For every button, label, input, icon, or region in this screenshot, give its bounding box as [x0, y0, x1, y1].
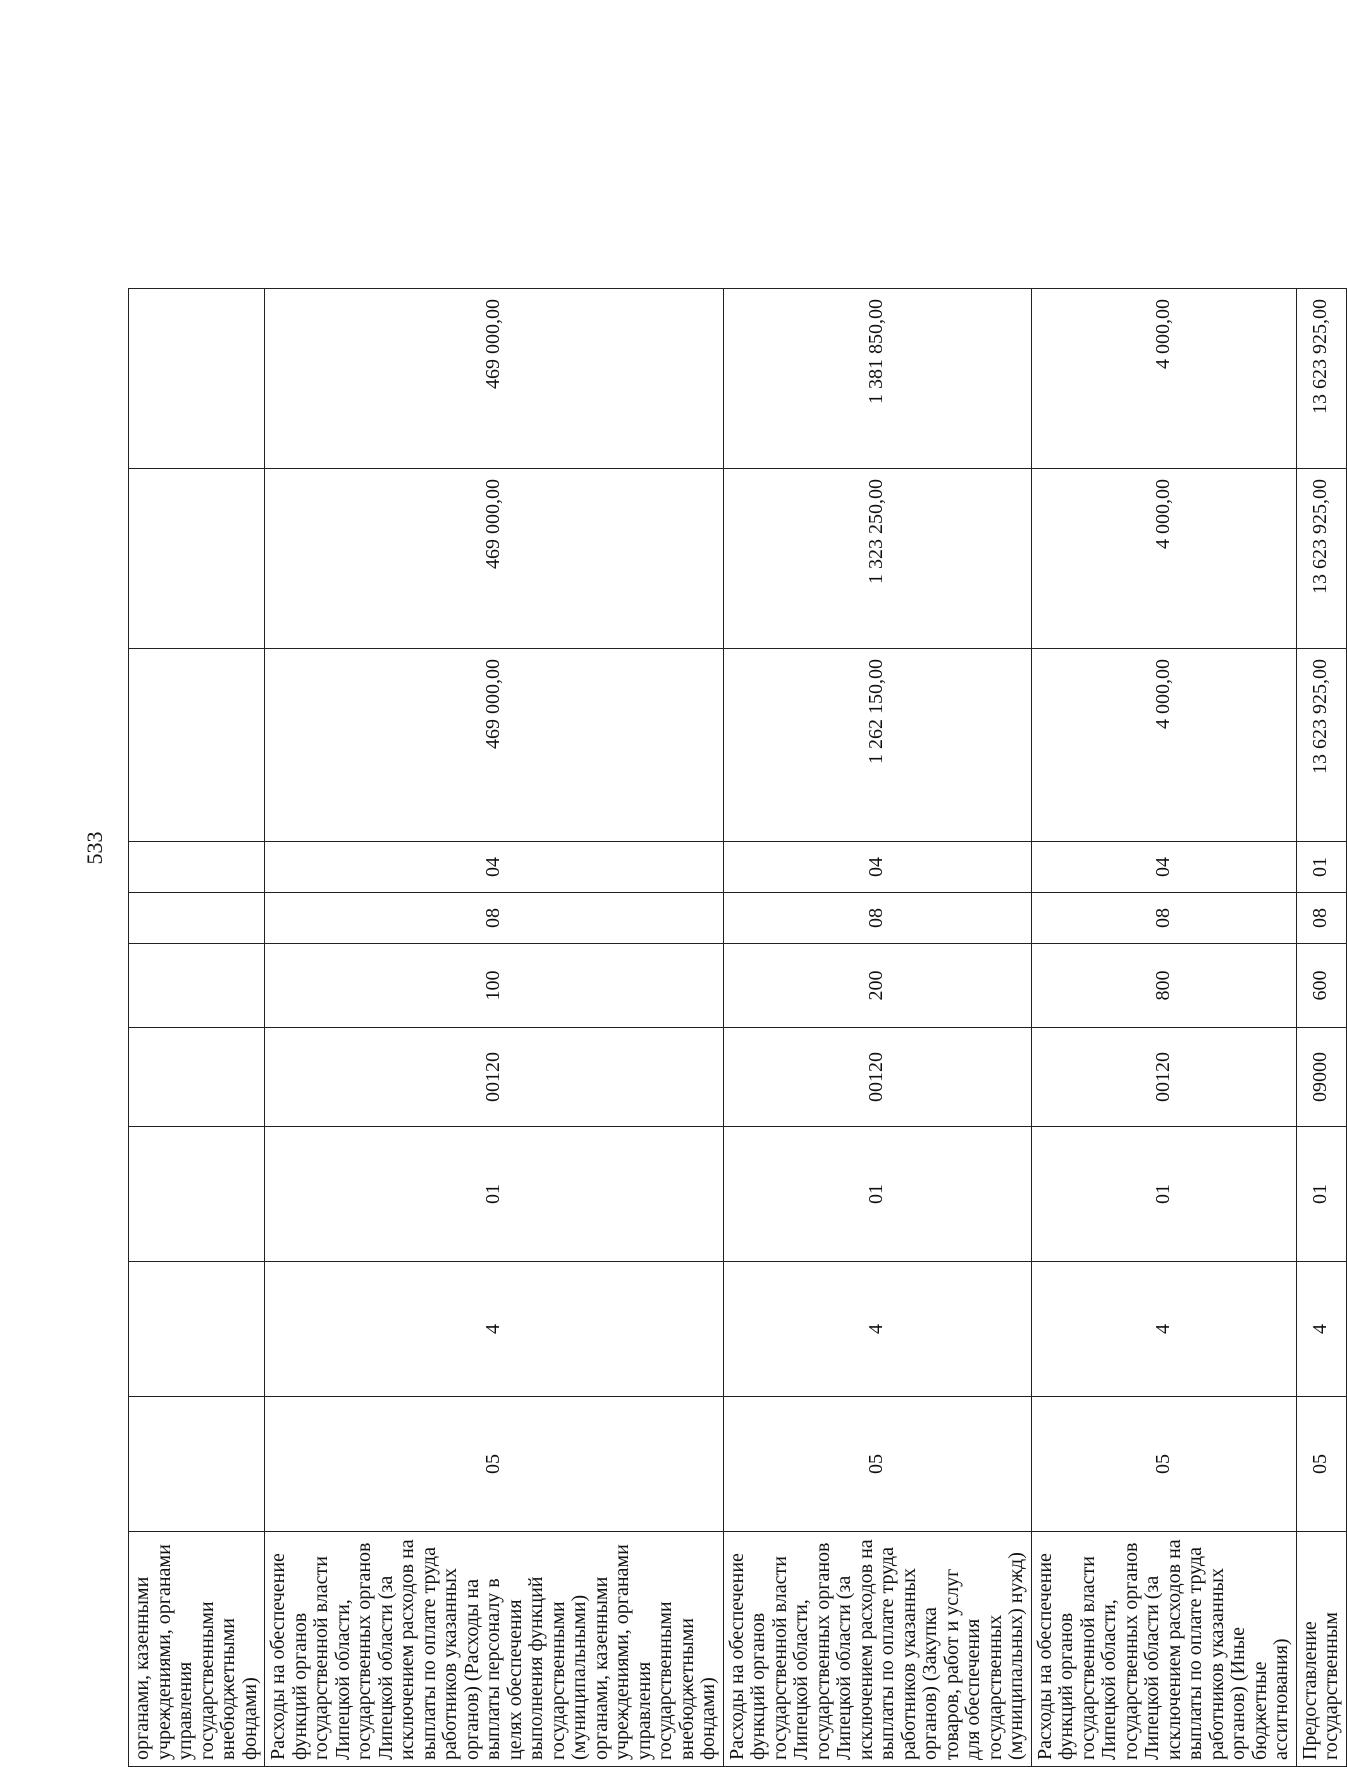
- cell-code-5: 800: [1031, 944, 1296, 1028]
- cell-code-1: 05: [1296, 1397, 1346, 1532]
- cell-code-3: 01: [265, 1127, 724, 1262]
- table-row: [265, 289, 724, 1767]
- cell-value-3: 1 381 850,00: [723, 289, 1031, 469]
- cell-code-2: 4: [1031, 1262, 1296, 1397]
- rotated-page-content: [128, 67, 1342, 1767]
- cell-code-3: [129, 1127, 265, 1262]
- page-number: 533: [82, 831, 107, 865]
- cell-code-7: 04: [723, 842, 1031, 893]
- cell-code-1: [129, 1397, 265, 1532]
- cell-value-1: 469 000,00: [265, 649, 724, 842]
- cell-code-2: 4: [723, 1262, 1031, 1397]
- cell-value-1: 13 623 925,00: [1296, 649, 1346, 842]
- cell-code-3: 01: [723, 1127, 1031, 1262]
- cell-code-4: 00120: [723, 1028, 1031, 1127]
- cell-value-3: 4 000,00: [1031, 289, 1296, 469]
- cell-code-4: 00120: [265, 1028, 724, 1127]
- table-row: [1296, 289, 1346, 1767]
- cell-value-2: 1 323 250,00: [723, 469, 1031, 649]
- cell-value-2: 469 000,00: [265, 469, 724, 649]
- row-description: Расходы на обеспечение функций органов государственной власти Липецкой области, государственных органов Липецкой области (за исключением расходов на выплаты по оплате труда работников указанных органов) (Расходы на выплаты персоналу в целях обеспечения выполнения функций государственными (муниципальными) органами, казенными учреждениями, органами управления государственными внебюджетными фондами): [265, 1532, 724, 1767]
- table-row: [129, 289, 265, 1767]
- cell-code-5: 600: [1296, 944, 1346, 1028]
- cell-code-3: 01: [1296, 1127, 1346, 1262]
- cell-code-4: 00120: [1031, 1028, 1296, 1127]
- cell-value-2: 13 623 925,00: [1296, 469, 1346, 649]
- cell-code-7: [129, 842, 265, 893]
- cell-code-6: 08: [1296, 893, 1346, 944]
- cell-code-6: 08: [723, 893, 1031, 944]
- cell-code-2: [129, 1262, 265, 1397]
- cell-code-5: 200: [723, 944, 1031, 1028]
- cell-code-7: 04: [265, 842, 724, 893]
- cell-code-7: 01: [1296, 842, 1346, 893]
- row-description: Предоставление государственным: [1296, 1532, 1346, 1767]
- cell-value-2: 4 000,00: [1031, 469, 1296, 649]
- row-description: Расходы на обеспечение функций органов государственной власти Липецкой области, государственных органов Липецкой области (за исключением расходов на выплаты по оплате труда работников указанных органов) (Закупка товаров, работ и услуг для обеспечения государственных (муниципальных) нужд): [723, 1532, 1031, 1767]
- row-description: органами, казенными учреждениями, органами управления государственными внебюджетными фондами): [129, 1532, 265, 1767]
- row-description: Расходы на обеспечение функций органов государственной власти Липецкой области, государственных органов Липецкой области (за исключением расходов на выплаты по оплате труда работников указанных органов) (Иные бюджетные ассигнования): [1031, 1532, 1296, 1767]
- cell-code-2: 4: [265, 1262, 724, 1397]
- cell-code-1: 05: [265, 1397, 724, 1532]
- cell-value-1: 4 000,00: [1031, 649, 1296, 842]
- cell-value-3: 13 623 925,00: [1296, 289, 1346, 469]
- table-row: [1031, 289, 1296, 1767]
- cell-code-3: 01: [1031, 1127, 1296, 1262]
- cell-value-2: [129, 469, 265, 649]
- cell-code-4: 09000: [1296, 1028, 1346, 1127]
- cell-value-1: 1 262 150,00: [723, 649, 1031, 842]
- cell-code-5: 100: [265, 944, 724, 1028]
- cell-value-1: [129, 649, 265, 842]
- cell-code-1: 05: [1031, 1397, 1296, 1532]
- cell-value-3: [129, 289, 265, 469]
- cell-code-4: [129, 1028, 265, 1127]
- cell-code-5: [129, 944, 265, 1028]
- cell-code-1: 05: [723, 1397, 1031, 1532]
- cell-code-7: 04: [1031, 842, 1296, 893]
- cell-value-3: 469 000,00: [265, 289, 724, 469]
- cell-code-2: 4: [1296, 1262, 1346, 1397]
- cell-code-6: 08: [1031, 893, 1296, 944]
- cell-code-6: 08: [265, 893, 724, 944]
- cell-code-6: [129, 893, 265, 944]
- budget-table: [128, 288, 1347, 1767]
- table-row: [723, 289, 1031, 1767]
